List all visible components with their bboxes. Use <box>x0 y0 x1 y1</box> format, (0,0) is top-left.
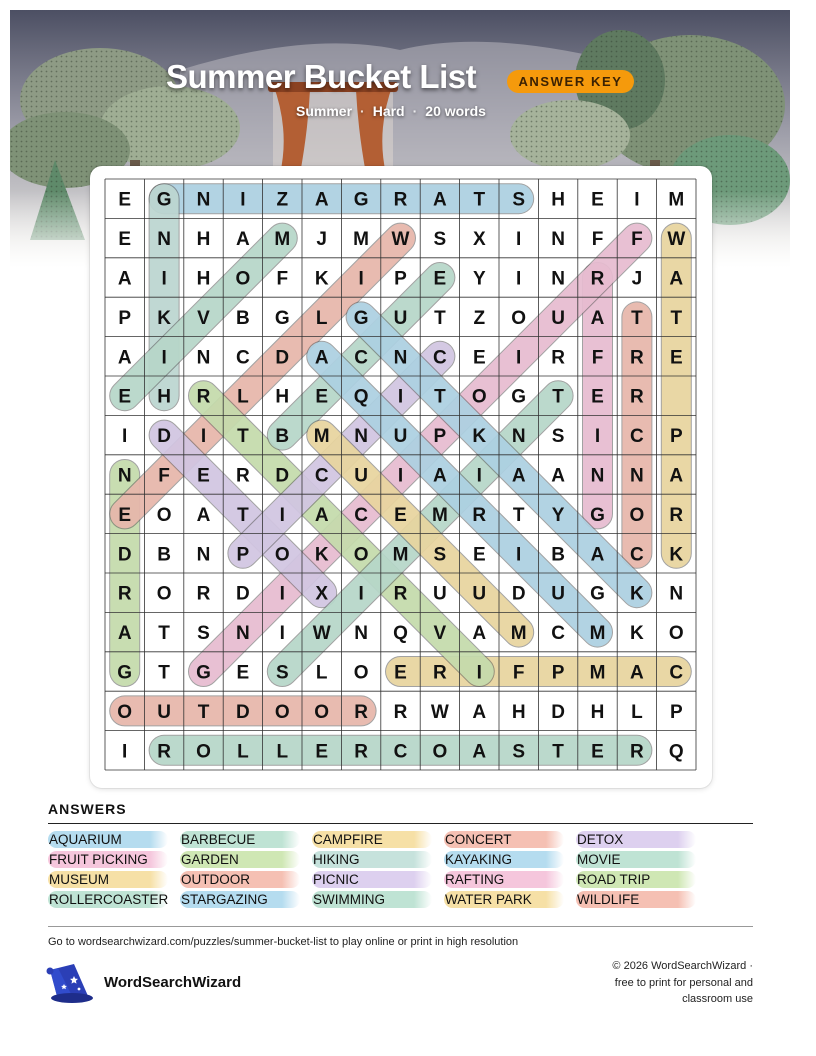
grid-letter[interactable]: R <box>393 701 408 723</box>
grid-letter[interactable]: R <box>196 583 211 605</box>
grid-letter[interactable]: M <box>668 189 685 211</box>
grid-letter[interactable]: M <box>431 504 448 526</box>
grid-letter[interactable]: K <box>314 544 329 566</box>
puzzle-meta <box>0 103 816 119</box>
grid-letter[interactable]: P <box>551 662 565 684</box>
grid-letter[interactable]: O <box>196 741 211 763</box>
grid-letter[interactable]: R <box>354 701 368 723</box>
grid-letter[interactable]: A <box>669 268 684 290</box>
grid-letter[interactable]: Y <box>551 504 565 526</box>
grid-letter[interactable]: P <box>669 701 683 723</box>
grid-letter[interactable]: I <box>516 268 522 290</box>
grid-letter[interactable]: I <box>516 347 522 369</box>
grid-letter[interactable]: O <box>629 504 645 526</box>
divider <box>48 823 753 824</box>
grid-letter[interactable]: T <box>670 307 683 329</box>
answer-list <box>48 831 753 911</box>
answer-word: CONCERT <box>444 831 564 848</box>
grid-letter[interactable]: I <box>358 268 364 290</box>
grid-letter[interactable]: G <box>156 189 172 211</box>
grid-letter[interactable]: A <box>472 623 487 645</box>
grid-letter[interactable]: P <box>236 544 250 566</box>
grid-letter[interactable]: M <box>392 544 409 566</box>
grid-letter[interactable]: N <box>669 583 684 605</box>
grid-letter[interactable]: T <box>237 504 249 526</box>
grid-letter[interactable]: D <box>236 701 250 723</box>
grid-letter[interactable]: E <box>591 386 604 408</box>
grid-letter[interactable]: R <box>590 268 605 290</box>
grid-letter[interactable]: M <box>510 623 527 645</box>
answer-word: STARGAZING <box>180 891 300 908</box>
grid-letter[interactable]: B <box>157 544 171 566</box>
grid-letter[interactable]: E <box>236 662 250 684</box>
grid-letter[interactable]: N <box>630 465 644 487</box>
grid-letter[interactable]: M <box>274 229 291 251</box>
grid-letter[interactable]: T <box>552 386 564 408</box>
grid-letter[interactable]: T <box>473 189 486 211</box>
grid-letter[interactable]: W <box>667 229 686 251</box>
grid-letter[interactable]: R <box>236 465 250 487</box>
footer-url-text[interactable]: Go to wordsearchwizard.com/puzzles/summer-bucket-list to play online or print in high resolution <box>48 936 519 948</box>
answer-key-badge: ANSWER KEY <box>507 70 634 93</box>
grid-letter[interactable]: I <box>240 189 246 211</box>
grid-letter[interactable]: O <box>274 544 290 566</box>
grid-letter[interactable]: L <box>276 741 289 763</box>
grid-letter[interactable]: A <box>630 662 644 684</box>
grid-letter[interactable]: P <box>118 307 132 329</box>
answer-word: WATER PARK <box>444 891 564 908</box>
grid-letter[interactable]: T <box>237 426 249 448</box>
grid-letter[interactable]: B <box>236 307 250 329</box>
answer-word: KAYAKING <box>444 851 564 868</box>
grid-letter[interactable]: U <box>551 307 565 329</box>
grid-letter[interactable]: W <box>430 701 449 723</box>
grid-letter[interactable]: E <box>433 268 447 290</box>
grid-letter[interactable]: I <box>516 229 522 251</box>
grid-letter[interactable]: D <box>511 583 526 605</box>
grid-letter[interactable]: H <box>196 229 211 251</box>
grid-letter[interactable]: H <box>551 189 565 211</box>
grid-letter[interactable]: C <box>630 426 644 448</box>
grid-letter[interactable]: E <box>394 662 407 684</box>
grid-letter[interactable]: X <box>472 229 486 251</box>
grid-letter[interactable]: U <box>551 583 565 605</box>
answer-word: GARDEN <box>180 851 300 868</box>
grid-letter[interactable]: O <box>156 583 172 605</box>
grid-letter[interactable]: Q <box>393 623 408 645</box>
grid-letter[interactable]: L <box>315 662 328 684</box>
grid-letter[interactable]: M <box>313 426 330 448</box>
grid-letter[interactable]: Y <box>472 268 486 290</box>
grid-letter[interactable]: K <box>157 307 171 329</box>
grid-letter[interactable]: A <box>472 741 487 763</box>
grid-letter[interactable]: W <box>391 229 410 251</box>
grid-letter[interactable]: I <box>397 465 404 487</box>
grid-letter[interactable]: N <box>551 229 565 251</box>
answer-word: WILDLIFE <box>576 891 696 908</box>
brand-name: WordSearchWizard <box>104 974 242 991</box>
grid-letter[interactable]: C <box>630 544 644 566</box>
grid-letter[interactable]: O <box>314 701 330 723</box>
grid-letter[interactable]: I <box>516 544 522 566</box>
grid-letter[interactable]: R <box>669 504 684 526</box>
grid-letter[interactable]: T <box>434 307 446 329</box>
grid-letter[interactable]: E <box>591 189 604 211</box>
grid-letter[interactable]: Z <box>473 307 486 329</box>
page-title: Summer Bucket List <box>166 58 477 95</box>
grid-letter[interactable]: A <box>314 504 329 526</box>
grid-letter[interactable]: A <box>117 347 132 369</box>
grid-letter[interactable]: G <box>590 504 605 526</box>
grid-letter[interactable]: L <box>237 741 249 763</box>
grid-letter[interactable]: D <box>117 544 132 566</box>
grid-letter[interactable]: F <box>158 465 170 487</box>
grid-letter[interactable]: G <box>353 307 369 329</box>
grid-letter[interactable]: T <box>552 741 564 763</box>
copyright-line: © 2026 WordSearchWizard · <box>612 960 753 972</box>
answer-word: FRUIT PICKING <box>48 851 168 868</box>
grid-letter[interactable]: A <box>433 465 447 487</box>
grid-letter[interactable]: A <box>669 465 684 487</box>
grid-letter[interactable]: G <box>274 307 290 329</box>
grid-letter[interactable]: B <box>275 426 290 448</box>
grid-letter[interactable]: C <box>433 347 447 369</box>
grid-letter[interactable]: D <box>275 347 290 369</box>
grid-letter[interactable]: R <box>393 583 408 605</box>
grid-letter[interactable]: Q <box>668 741 684 763</box>
grid-letter[interactable]: F <box>512 662 525 684</box>
grid-letter[interactable]: A <box>314 189 329 211</box>
grid-letter[interactable]: G <box>353 189 369 211</box>
grid-letter[interactable]: P <box>669 426 683 448</box>
grid-letter[interactable]: E <box>118 229 132 251</box>
grid-letter[interactable]: F <box>631 229 643 251</box>
grid-letter[interactable]: G <box>590 583 605 605</box>
grid-letter[interactable]: K <box>669 544 684 566</box>
meta-separator: · <box>360 103 365 119</box>
answer-word: AQUARIUM <box>48 831 168 848</box>
grid-letter[interactable]: F <box>276 268 289 290</box>
grid-letter[interactable]: E <box>118 189 132 211</box>
meta-separator: · <box>412 103 418 119</box>
wizard-hat-icon <box>44 962 94 1004</box>
answer-word: PICNIC <box>312 871 432 888</box>
grid-letter[interactable]: U <box>393 307 408 329</box>
grid-letter[interactable]: I <box>161 268 167 290</box>
grid-letter[interactable]: I <box>476 662 482 684</box>
grid-letter[interactable]: C <box>669 662 684 684</box>
answer-word: HIKING <box>312 851 432 868</box>
grid-letter[interactable]: I <box>358 583 364 605</box>
copyright-notice <box>583 958 753 1008</box>
grid-letter[interactable]: R <box>117 583 132 605</box>
grid-letter[interactable]: A <box>511 465 526 487</box>
grid-letter[interactable]: B <box>551 544 565 566</box>
grid-letter[interactable]: M <box>353 229 370 251</box>
grid-letter[interactable]: N <box>196 347 211 369</box>
grid-letter[interactable]: A <box>590 307 605 329</box>
grid-letter[interactable]: R <box>433 662 447 684</box>
grid-letter[interactable]: O <box>235 268 251 290</box>
grid-letter[interactable]: A <box>314 347 329 369</box>
grid-letter[interactable]: R <box>472 504 487 526</box>
grid-letter[interactable]: H <box>275 386 290 408</box>
answer-word: MUSEUM <box>48 871 168 888</box>
grid-letter[interactable]: I <box>161 347 167 369</box>
answer-word: SWIMMING <box>312 891 432 908</box>
puzzle-card <box>90 166 712 788</box>
grid-letter[interactable]: A <box>117 623 132 645</box>
grid-letter[interactable]: N <box>157 229 171 251</box>
answer-word: MOVIE <box>576 851 696 868</box>
grid-letter[interactable]: F <box>591 229 604 251</box>
theme-label: Summer <box>296 103 353 119</box>
grid-letter[interactable]: J <box>316 229 327 251</box>
grid-letter[interactable]: S <box>512 741 526 763</box>
grid-letter[interactable]: A <box>472 701 487 723</box>
grid-letter[interactable]: C <box>354 504 368 526</box>
grid-letter[interactable]: L <box>237 386 249 408</box>
word-count-label: 20 words <box>425 103 486 119</box>
grid-letter[interactable]: W <box>312 623 331 645</box>
grid-letter[interactable]: G <box>511 386 527 408</box>
grid-letter[interactable]: S <box>512 189 526 211</box>
grid-letter[interactable]: Z <box>276 189 289 211</box>
answers-heading: ANSWERS <box>48 801 127 817</box>
grid-letter[interactable]: E <box>394 504 407 526</box>
grid-letter[interactable]: L <box>315 307 328 329</box>
grid-letter[interactable]: O <box>471 386 487 408</box>
grid-letter[interactable]: C <box>551 623 565 645</box>
grid-letter[interactable]: T <box>197 701 210 723</box>
grid-letter[interactable]: N <box>117 465 132 487</box>
grid-letter[interactable]: V <box>197 307 210 329</box>
grid-letter[interactable]: O <box>274 701 290 723</box>
grid-letter[interactable]: I <box>279 504 285 526</box>
grid-letter[interactable]: I <box>594 426 601 448</box>
grid-letter[interactable]: E <box>197 465 210 487</box>
grid-letter[interactable]: X <box>315 583 329 605</box>
difficulty-label: Hard <box>372 103 405 119</box>
grid-letter[interactable]: C <box>314 465 329 487</box>
grid-letter[interactable]: C <box>236 347 250 369</box>
grid-letter[interactable]: U <box>157 701 171 723</box>
grid-letter[interactable]: T <box>158 623 170 645</box>
grid-letter[interactable]: K <box>630 583 644 605</box>
answer-word: RAFTING <box>444 871 564 888</box>
grid-letter[interactable]: S <box>433 229 447 251</box>
grid-letter[interactable]: E <box>118 504 132 526</box>
grid-letter[interactable]: G <box>196 662 211 684</box>
answer-word: BARBECUE <box>180 831 300 848</box>
grid-letter[interactable]: R <box>393 189 408 211</box>
grid-letter[interactable]: N <box>196 189 211 211</box>
grid-letter[interactable]: K <box>314 268 329 290</box>
answer-word: OUTDOOR <box>180 871 300 888</box>
grid-letter[interactable]: S <box>433 544 447 566</box>
grid-letter[interactable]: O <box>432 741 448 763</box>
grid-letter[interactable]: E <box>472 347 486 369</box>
grid-letter[interactable]: R <box>630 741 644 763</box>
grid-letter[interactable]: T <box>512 504 525 526</box>
grid-letter[interactable]: R <box>196 386 211 408</box>
grid-letter[interactable]: P <box>433 426 447 448</box>
grid-letter[interactable]: N <box>590 465 605 487</box>
grid-letter[interactable]: N <box>354 623 368 645</box>
grid-letter[interactable]: I <box>634 189 640 211</box>
grid-letter[interactable]: J <box>631 268 643 290</box>
answer-word: ROAD TRIP <box>576 871 696 888</box>
grid-letter[interactable]: G <box>117 662 133 684</box>
grid-letter[interactable]: E <box>315 386 329 408</box>
word-search-grid <box>90 166 712 788</box>
grid-letter[interactable]: N <box>354 426 368 448</box>
grid-letter[interactable]: R <box>630 386 644 408</box>
grid-letter[interactable]: E <box>472 544 486 566</box>
grid-letter[interactable]: U <box>393 426 408 448</box>
grid-letter[interactable]: A <box>590 544 605 566</box>
grid-letter[interactable]: U <box>354 465 368 487</box>
grid-letter[interactable]: T <box>158 662 170 684</box>
grid-letter[interactable]: O <box>117 701 133 723</box>
grid-letter[interactable]: O <box>668 623 684 645</box>
copyright-line: classroom use <box>682 993 753 1005</box>
grid-letter[interactable]: U <box>433 583 447 605</box>
grid-letter[interactable]: R <box>630 347 644 369</box>
grid-letter[interactable]: N <box>196 544 211 566</box>
grid-letter[interactable]: M <box>589 662 606 684</box>
grid-letter[interactable]: L <box>631 701 643 723</box>
grid-letter[interactable]: N <box>236 623 250 645</box>
grid-letter[interactable]: I <box>122 741 128 763</box>
grid-letter[interactable]: A <box>196 504 211 526</box>
grid-letter[interactable]: E <box>315 741 329 763</box>
grid-letter[interactable]: A <box>236 229 250 251</box>
grid-letter[interactable]: C <box>393 741 408 763</box>
grid-letter[interactable]: H <box>157 386 171 408</box>
grid-letter[interactable]: C <box>354 347 368 369</box>
answer-word: ROLLERCOASTER <box>49 892 169 907</box>
grid-letter[interactable]: K <box>472 426 487 448</box>
grid-letter[interactable]: D <box>275 465 290 487</box>
grid-letter[interactable]: U <box>472 583 487 605</box>
grid-letter[interactable]: D <box>551 701 565 723</box>
grid-letter[interactable]: I <box>279 623 285 645</box>
grid-letter[interactable]: M <box>589 623 606 645</box>
grid-letter[interactable]: O <box>156 504 172 526</box>
grid-letter[interactable]: Q <box>353 386 369 408</box>
grid-letter[interactable]: O <box>511 307 527 329</box>
grid-letter[interactable]: E <box>591 741 604 763</box>
grid-letter[interactable]: R <box>551 347 565 369</box>
grid-letter[interactable]: I <box>476 465 482 487</box>
grid-letter[interactable]: N <box>551 268 565 290</box>
grid-letter[interactable]: O <box>353 544 369 566</box>
grid-letter[interactable]: T <box>631 307 643 329</box>
grid-letter[interactable]: R <box>354 741 368 763</box>
copyright-line: free to print for personal and <box>614 976 753 989</box>
divider <box>48 926 753 927</box>
answer-word: CAMPFIRE <box>312 831 432 848</box>
grid-letter[interactable]: T <box>434 386 446 408</box>
grid-letter[interactable]: S <box>197 623 210 645</box>
grid-letter[interactable]: N <box>511 426 526 448</box>
grid-letter[interactable]: D <box>157 426 171 448</box>
grid-letter[interactable]: H <box>590 701 605 723</box>
grid-letter[interactable]: A <box>551 465 565 487</box>
grid-letter[interactable]: H <box>196 268 211 290</box>
grid-letter[interactable]: I <box>200 426 207 448</box>
grid-letter[interactable]: I <box>279 583 285 605</box>
grid-letter[interactable]: E <box>669 347 683 369</box>
grid-letter[interactable]: E <box>118 386 132 408</box>
answer-word: DETOX <box>576 831 696 848</box>
grid-letter[interactable]: I <box>122 426 128 448</box>
grid-letter[interactable]: A <box>117 268 132 290</box>
grid-letter[interactable]: F <box>591 347 604 369</box>
grid-letter[interactable]: V <box>433 623 447 645</box>
grid-letter[interactable]: I <box>397 386 404 408</box>
grid-letter[interactable]: R <box>157 741 171 763</box>
grid-letter[interactable]: O <box>353 662 369 684</box>
grid-letter[interactable]: N <box>393 347 408 369</box>
grid-letter[interactable]: A <box>433 189 447 211</box>
grid-letter[interactable]: K <box>630 623 644 645</box>
grid-letter[interactable]: P <box>394 268 407 290</box>
grid-letter[interactable]: D <box>236 583 250 605</box>
grid-letter[interactable]: S <box>551 426 565 448</box>
grid-letter[interactable]: S <box>275 662 289 684</box>
grid-letter[interactable]: H <box>511 701 526 723</box>
